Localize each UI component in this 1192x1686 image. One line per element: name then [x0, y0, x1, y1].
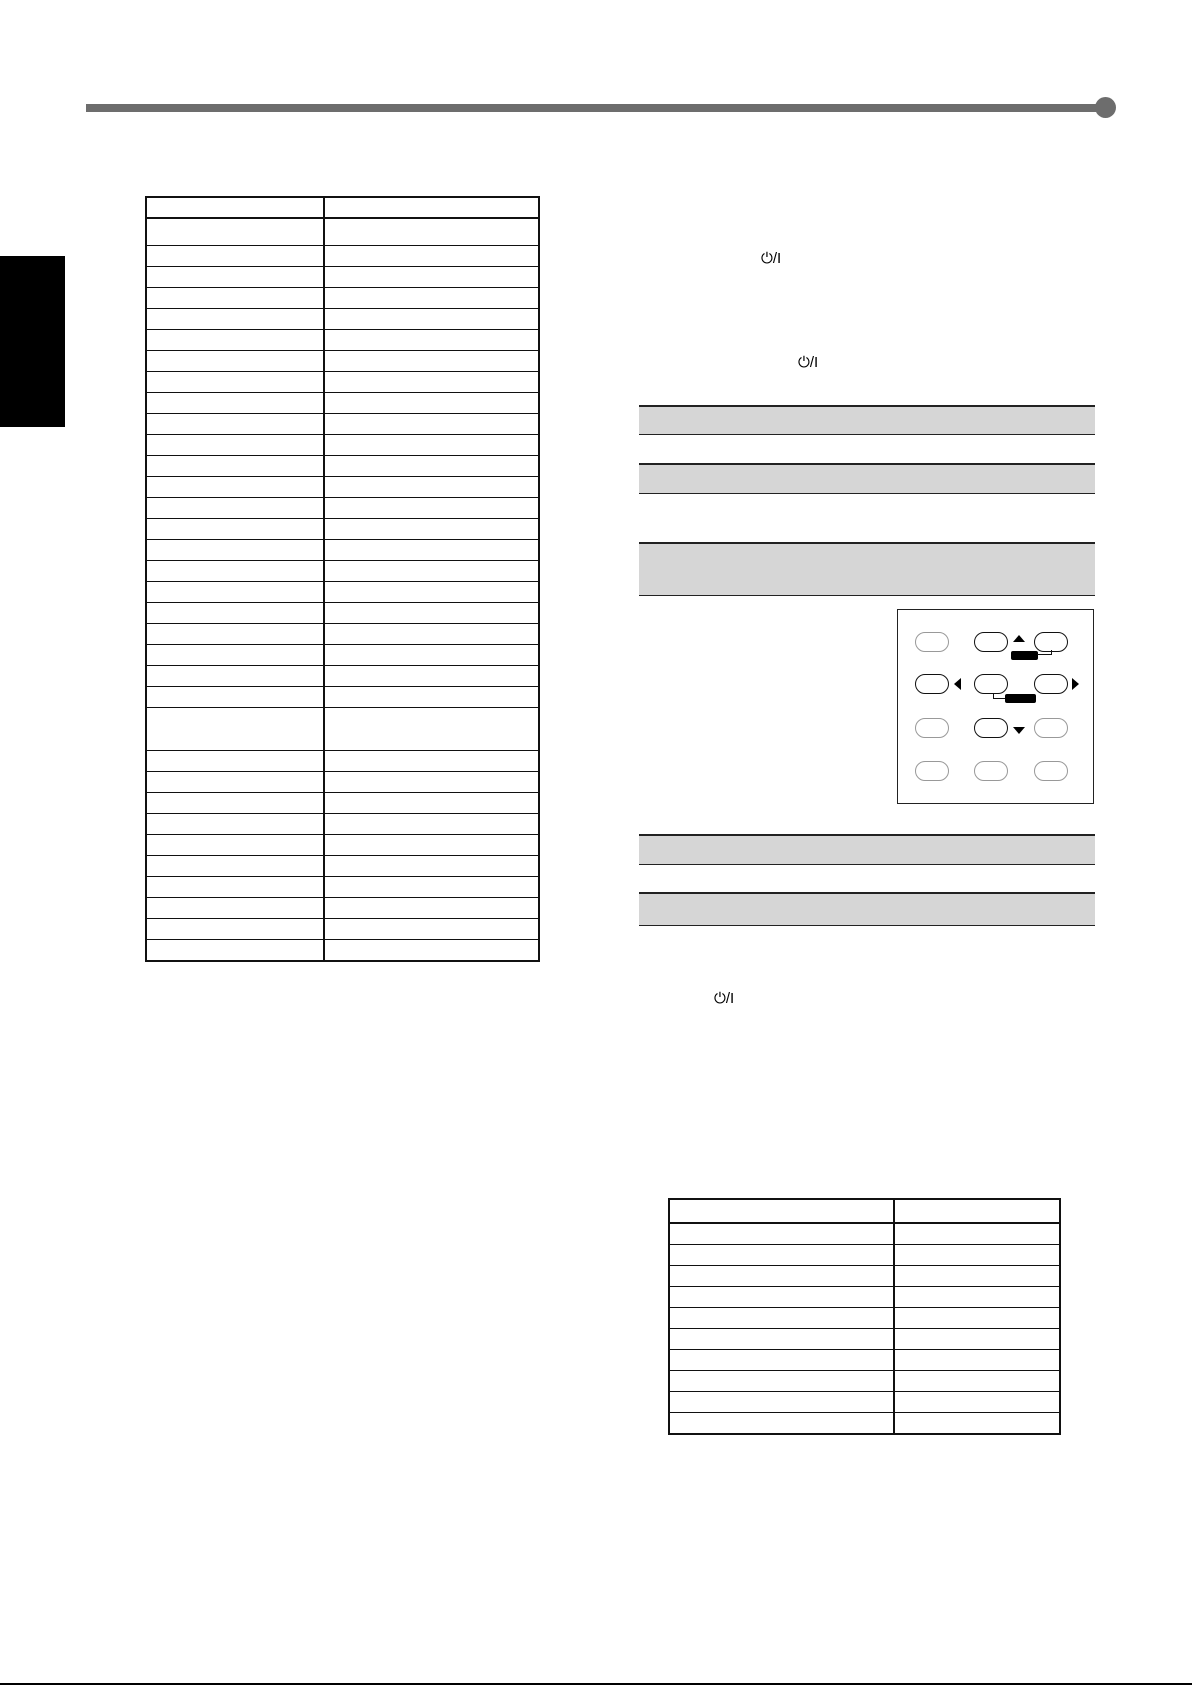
- table-cell: [894, 1350, 1060, 1371]
- table-cell: [146, 940, 324, 962]
- table-cell: [324, 603, 539, 624]
- shaded-step-bar: [639, 542, 1095, 596]
- remote-keypad-illustration: [897, 609, 1094, 804]
- table-cell: [324, 835, 539, 856]
- table-row: [146, 456, 539, 477]
- table-row: [146, 582, 539, 603]
- shaded-step-bar: [639, 892, 1095, 926]
- table-cell: [146, 687, 324, 708]
- table-row: [146, 772, 539, 793]
- table-row: [146, 330, 539, 351]
- table-cell: [324, 708, 539, 751]
- arrow-right-icon: [1072, 678, 1079, 690]
- remote-key: [1034, 761, 1068, 781]
- bar-underline: [639, 493, 1095, 494]
- table-cell: [894, 1266, 1060, 1287]
- left-code-table: [145, 196, 540, 962]
- table-cell: [669, 1266, 894, 1287]
- table-cell: [146, 835, 324, 856]
- table-row: [146, 835, 539, 856]
- header-rule: [86, 104, 1106, 112]
- table-cell: [146, 772, 324, 793]
- table-row: [146, 267, 539, 288]
- table-cell: [146, 793, 324, 814]
- remote-label-block: [1005, 694, 1036, 703]
- table-cell: [324, 877, 539, 898]
- table-cell: [324, 940, 539, 962]
- table-row: [146, 877, 539, 898]
- arrow-left-icon: [954, 678, 961, 690]
- remote-key: [974, 761, 1008, 781]
- table-row: [146, 372, 539, 393]
- table-cell: [146, 246, 324, 267]
- table-cell: [146, 666, 324, 687]
- table-cell: [146, 435, 324, 456]
- table-cell: [324, 288, 539, 309]
- table-cell: [146, 330, 324, 351]
- remote-key-left: [915, 674, 949, 694]
- table-row: [146, 645, 539, 666]
- remote-key-up: [974, 632, 1008, 652]
- table-cell: [894, 1392, 1060, 1413]
- table-header-cell: [669, 1199, 894, 1223]
- table-row: [146, 309, 539, 330]
- arrow-down-icon: [1013, 727, 1025, 734]
- table-cell: [324, 477, 539, 498]
- table-cell: [146, 582, 324, 603]
- table-row: [146, 898, 539, 919]
- table-cell: [894, 1287, 1060, 1308]
- table-cell: [146, 218, 324, 246]
- table-cell: [324, 435, 539, 456]
- table-cell: [146, 814, 324, 835]
- remote-key-right: [1034, 674, 1068, 694]
- table-cell: [146, 288, 324, 309]
- table-row: [669, 1371, 1060, 1392]
- table-row: [669, 1266, 1060, 1287]
- remote-key: [915, 718, 949, 738]
- table-cell: [324, 218, 539, 246]
- table-cell: [324, 540, 539, 561]
- table-cell: [669, 1245, 894, 1266]
- table-cell: [894, 1308, 1060, 1329]
- table-cell: [894, 1245, 1060, 1266]
- table-row: [669, 1413, 1060, 1435]
- table-cell: [669, 1413, 894, 1435]
- table-cell: [324, 856, 539, 877]
- table-cell: [324, 519, 539, 540]
- table-cell: [324, 898, 539, 919]
- table-cell: [146, 351, 324, 372]
- table-cell: [146, 519, 324, 540]
- table-cell: [669, 1223, 894, 1245]
- table-cell: [894, 1223, 1060, 1245]
- table-row: [146, 561, 539, 582]
- table-row: [146, 814, 539, 835]
- table-cell: [146, 309, 324, 330]
- table-row: [669, 1350, 1060, 1371]
- table-row: [146, 435, 539, 456]
- table-cell: [324, 330, 539, 351]
- table-cell: [324, 372, 539, 393]
- table-row: [146, 687, 539, 708]
- table-cell: [324, 793, 539, 814]
- table-row: [669, 1287, 1060, 1308]
- shaded-step-bar: [639, 834, 1095, 865]
- remote-key-center: [974, 674, 1008, 694]
- table-row: [146, 246, 539, 267]
- bar-underline: [639, 595, 1095, 596]
- table-cell: [324, 772, 539, 793]
- table-cell: [146, 877, 324, 898]
- table-cell: [324, 624, 539, 645]
- table-cell: [146, 267, 324, 288]
- table-cell: [146, 393, 324, 414]
- table-header-cell: [324, 197, 539, 218]
- power-standby-icon: ⏻/I: [798, 354, 819, 371]
- table-cell: [669, 1287, 894, 1308]
- header-rule-end-dot: [1095, 97, 1116, 118]
- table-cell: [146, 898, 324, 919]
- power-standby-icon: ⏻/I: [714, 990, 735, 1007]
- remote-key: [915, 761, 949, 781]
- table-cell: [146, 919, 324, 940]
- table-cell: [669, 1308, 894, 1329]
- remote-key-down: [974, 718, 1008, 738]
- table-cell: [669, 1392, 894, 1413]
- table-cell: [324, 919, 539, 940]
- table-cell: [324, 666, 539, 687]
- table-row: [146, 624, 539, 645]
- table-row: [146, 603, 539, 624]
- right-code-table: [668, 1198, 1061, 1435]
- table-cell: [324, 582, 539, 603]
- table-row: [146, 288, 539, 309]
- table-header-row: [146, 197, 539, 218]
- table-row: [146, 498, 539, 519]
- table-row: [146, 793, 539, 814]
- table-cell: [146, 477, 324, 498]
- arrow-up-icon: [1013, 635, 1025, 642]
- table-cell: [324, 814, 539, 835]
- remote-key: [915, 632, 949, 652]
- table-cell: [146, 414, 324, 435]
- table-cell: [146, 603, 324, 624]
- table-row: [669, 1329, 1060, 1350]
- table-cell: [146, 372, 324, 393]
- language-side-tab: [0, 256, 65, 427]
- table-cell: [146, 561, 324, 582]
- table-row: [146, 708, 539, 751]
- table-cell: [146, 856, 324, 877]
- table-cell: [894, 1413, 1060, 1435]
- table-row: [669, 1308, 1060, 1329]
- table-cell: [894, 1371, 1060, 1392]
- table-row: [146, 477, 539, 498]
- shaded-step-bar: [639, 463, 1095, 494]
- bar-underline: [639, 925, 1095, 926]
- table-row: [146, 856, 539, 877]
- table-cell: [324, 687, 539, 708]
- table-cell: [146, 498, 324, 519]
- table-cell: [146, 708, 324, 751]
- bar-underline: [639, 434, 1095, 435]
- table-cell: [146, 456, 324, 477]
- table-row: [146, 218, 539, 246]
- table-cell: [324, 414, 539, 435]
- table-cell: [324, 456, 539, 477]
- table-cell: [146, 540, 324, 561]
- table-header-cell: [894, 1199, 1060, 1223]
- table-cell: [324, 309, 539, 330]
- table-row: [146, 919, 539, 940]
- table-cell: [669, 1329, 894, 1350]
- table-cell: [324, 351, 539, 372]
- table-row: [669, 1245, 1060, 1266]
- table-cell: [324, 246, 539, 267]
- table-row: [146, 351, 539, 372]
- table-cell: [146, 751, 324, 772]
- table-cell: [324, 751, 539, 772]
- table-cell: [324, 267, 539, 288]
- table-header-row: [669, 1199, 1060, 1223]
- table-cell: [324, 561, 539, 582]
- table-row: [146, 751, 539, 772]
- remote-key: [1034, 718, 1068, 738]
- table-row: [146, 940, 539, 962]
- shaded-step-bar: [639, 405, 1095, 435]
- table-row: [146, 540, 539, 561]
- table-cell: [324, 498, 539, 519]
- table-cell: [669, 1350, 894, 1371]
- remote-connector-line: [1037, 650, 1052, 655]
- table-cell: [324, 393, 539, 414]
- table-cell: [324, 645, 539, 666]
- table-cell: [669, 1371, 894, 1392]
- table-cell: [894, 1329, 1060, 1350]
- table-row: [146, 519, 539, 540]
- table-row: [146, 666, 539, 687]
- table-row: [669, 1392, 1060, 1413]
- remote-connector-line: [993, 693, 1005, 699]
- table-row: [669, 1223, 1060, 1245]
- table-row: [146, 393, 539, 414]
- power-standby-icon: ⏻/I: [761, 250, 782, 267]
- table-cell: [146, 624, 324, 645]
- table-row: [146, 414, 539, 435]
- table-cell: [146, 645, 324, 666]
- footer-rule: [0, 1683, 1192, 1685]
- remote-key: [1034, 632, 1068, 652]
- bar-underline: [639, 864, 1095, 865]
- remote-label-block: [1011, 651, 1038, 660]
- table-header-cell: [146, 197, 324, 218]
